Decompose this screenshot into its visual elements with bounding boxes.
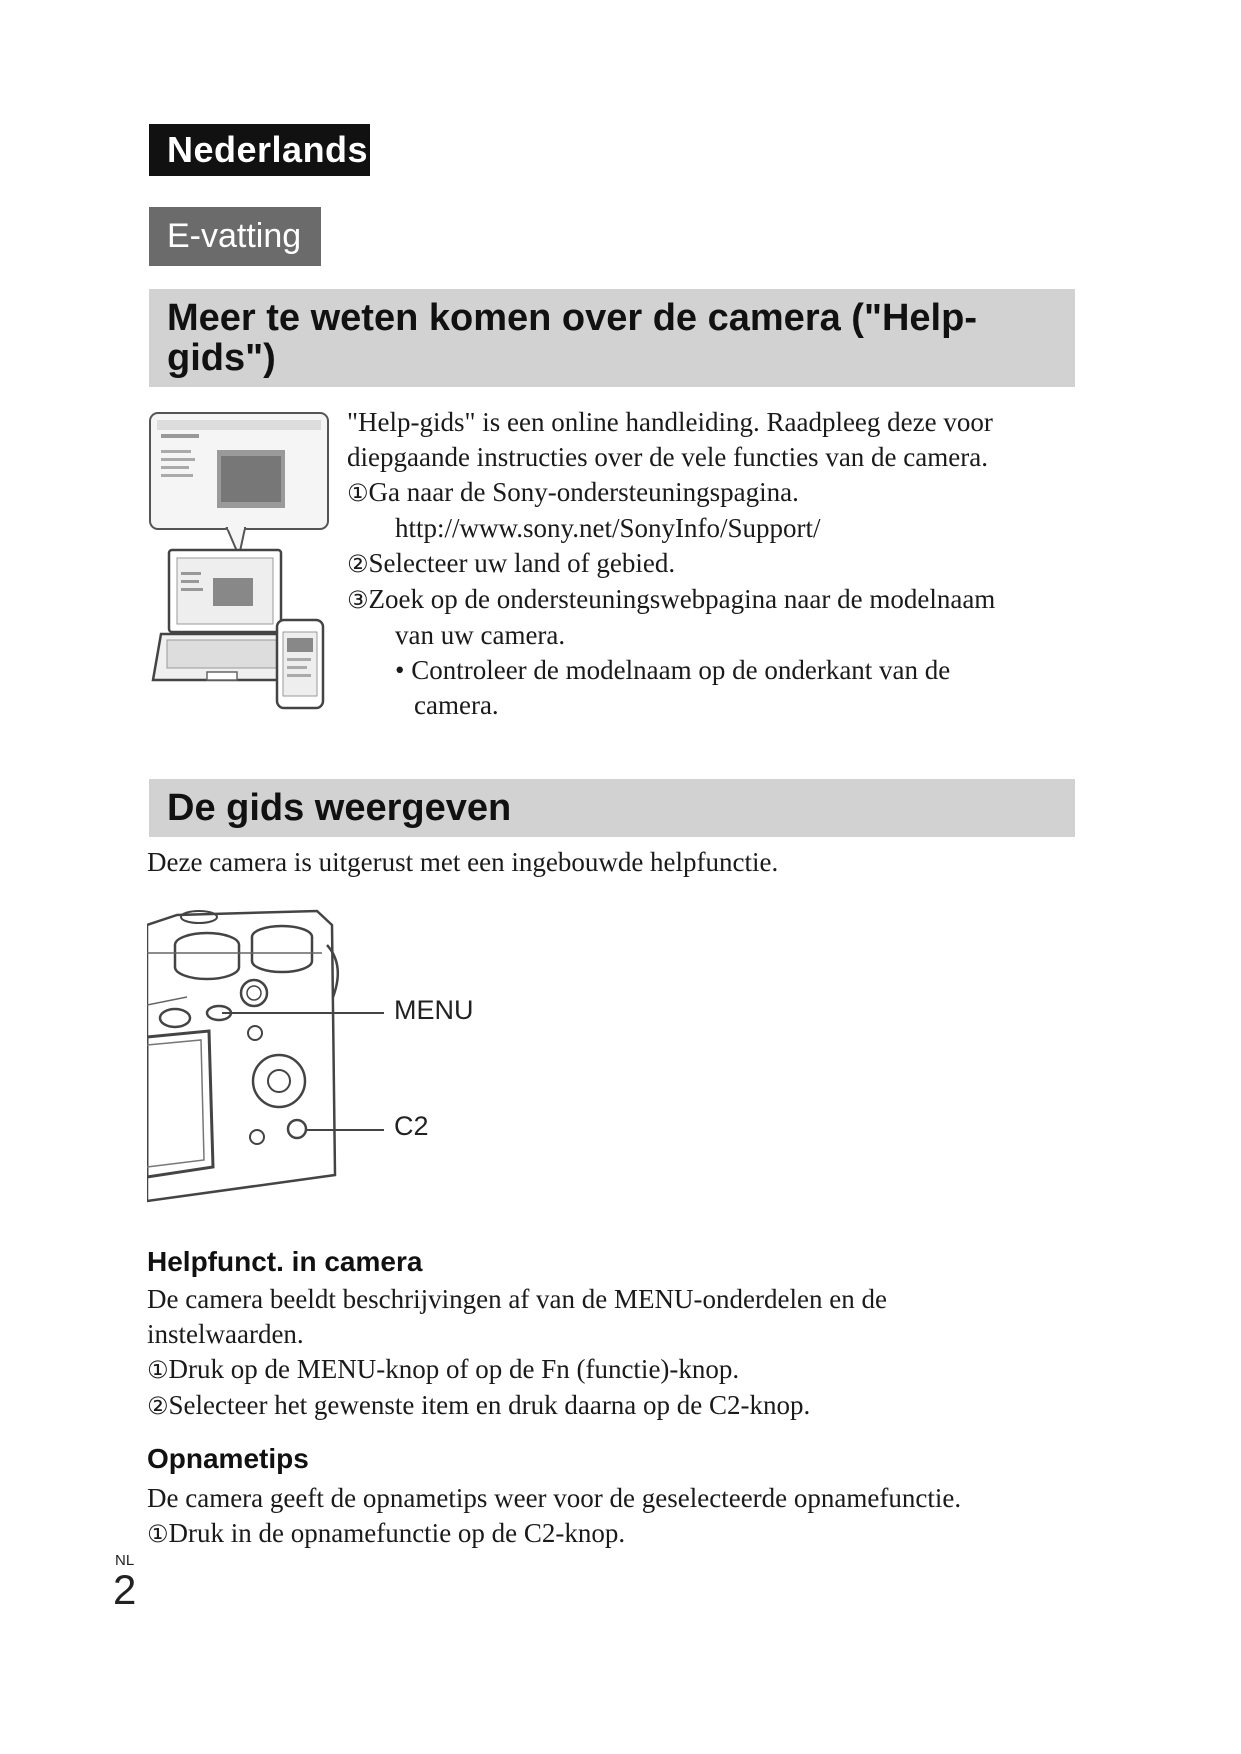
section-title-guide: De gids weergeven [149, 779, 1075, 837]
bullet-line1: • Controleer de modelnaam op de onderkant van de [395, 655, 951, 685]
help-in-camera-text [147, 1282, 1067, 1424]
page-language-code: NL [115, 1552, 135, 1569]
section-title-line1: Meer te weten komen over de camera ("Help- [167, 297, 977, 339]
step-1 [347, 475, 1067, 511]
menu-label: MENU [394, 995, 474, 1025]
c2-label: C2 [394, 1111, 429, 1141]
tips-line1: De camera geeft de opnametips weer voor de geselecteerde opnamefunctie. [147, 1483, 962, 1513]
help-step-1-number: ① [147, 1356, 169, 1384]
step-2-number: ② [347, 550, 369, 578]
shooting-tips-text [147, 1481, 1067, 1552]
help-line1: De camera beeldt beschrijvingen af van de MENU-onderdelen en de [147, 1284, 887, 1314]
intro-line1: "Help-gids" is een online handleiding. Raadpleeg deze voor [347, 407, 993, 437]
laptop-smartphone-help-guide-icon [147, 410, 332, 712]
intro-line2: diepgaande instructies over de vele functies van de camera. [347, 442, 988, 472]
section-title-line2: gids") [167, 337, 276, 379]
camera-back-buttons-icon [147, 905, 347, 1205]
subheading-shooting-tips: Opnametips [147, 1443, 309, 1474]
menu-leader-line [222, 1012, 384, 1014]
step-3-continuation: van uw camera. [395, 620, 566, 650]
tips-step-1 [147, 1516, 1067, 1552]
language-badge: Nederlands [149, 124, 370, 176]
model-badge: E-vatting [149, 207, 321, 266]
help-step-1-text: Druk op de MENU-knop of op de Fn (functie)-knop. [168, 1354, 740, 1384]
step-1-number: ① [347, 479, 369, 507]
page-number: 2 [113, 1566, 137, 1613]
step-3-number: ③ [347, 586, 369, 614]
help-step-2-text: Selecteer het gewenste item en druk daarna op de C2-knop. [168, 1390, 811, 1420]
step-2 [347, 546, 1067, 582]
guide-intro: Deze camera is uitgerust met een ingebouwde helpfunctie. [147, 847, 779, 877]
tips-step-1-number: ① [147, 1520, 169, 1548]
tips-step-1-text: Druk in de opnamefunctie op de C2-knop. [168, 1518, 626, 1548]
bullet-line2: camera. [414, 690, 499, 720]
help-line2: instelwaarden. [147, 1319, 304, 1349]
help-guide-text [347, 405, 1067, 723]
support-url: http://www.sony.net/SonyInfo/Support/ [395, 513, 821, 543]
step-2-text: Selecteer uw land of gebied. [368, 548, 676, 578]
help-step-1 [147, 1352, 1067, 1388]
step-3 [347, 582, 1067, 618]
help-step-2 [147, 1388, 1067, 1424]
help-step-2-number: ② [147, 1392, 169, 1420]
step-3-text: Zoek op de ondersteuningswebpagina naar de modelnaam [368, 584, 996, 614]
c2-leader-line [305, 1129, 384, 1131]
step-1-text: Ga naar de Sony-ondersteuningspagina. [368, 477, 799, 507]
section-title-help-guide [149, 289, 1075, 387]
subheading-help-in-camera: Helpfunct. in camera [147, 1246, 423, 1277]
